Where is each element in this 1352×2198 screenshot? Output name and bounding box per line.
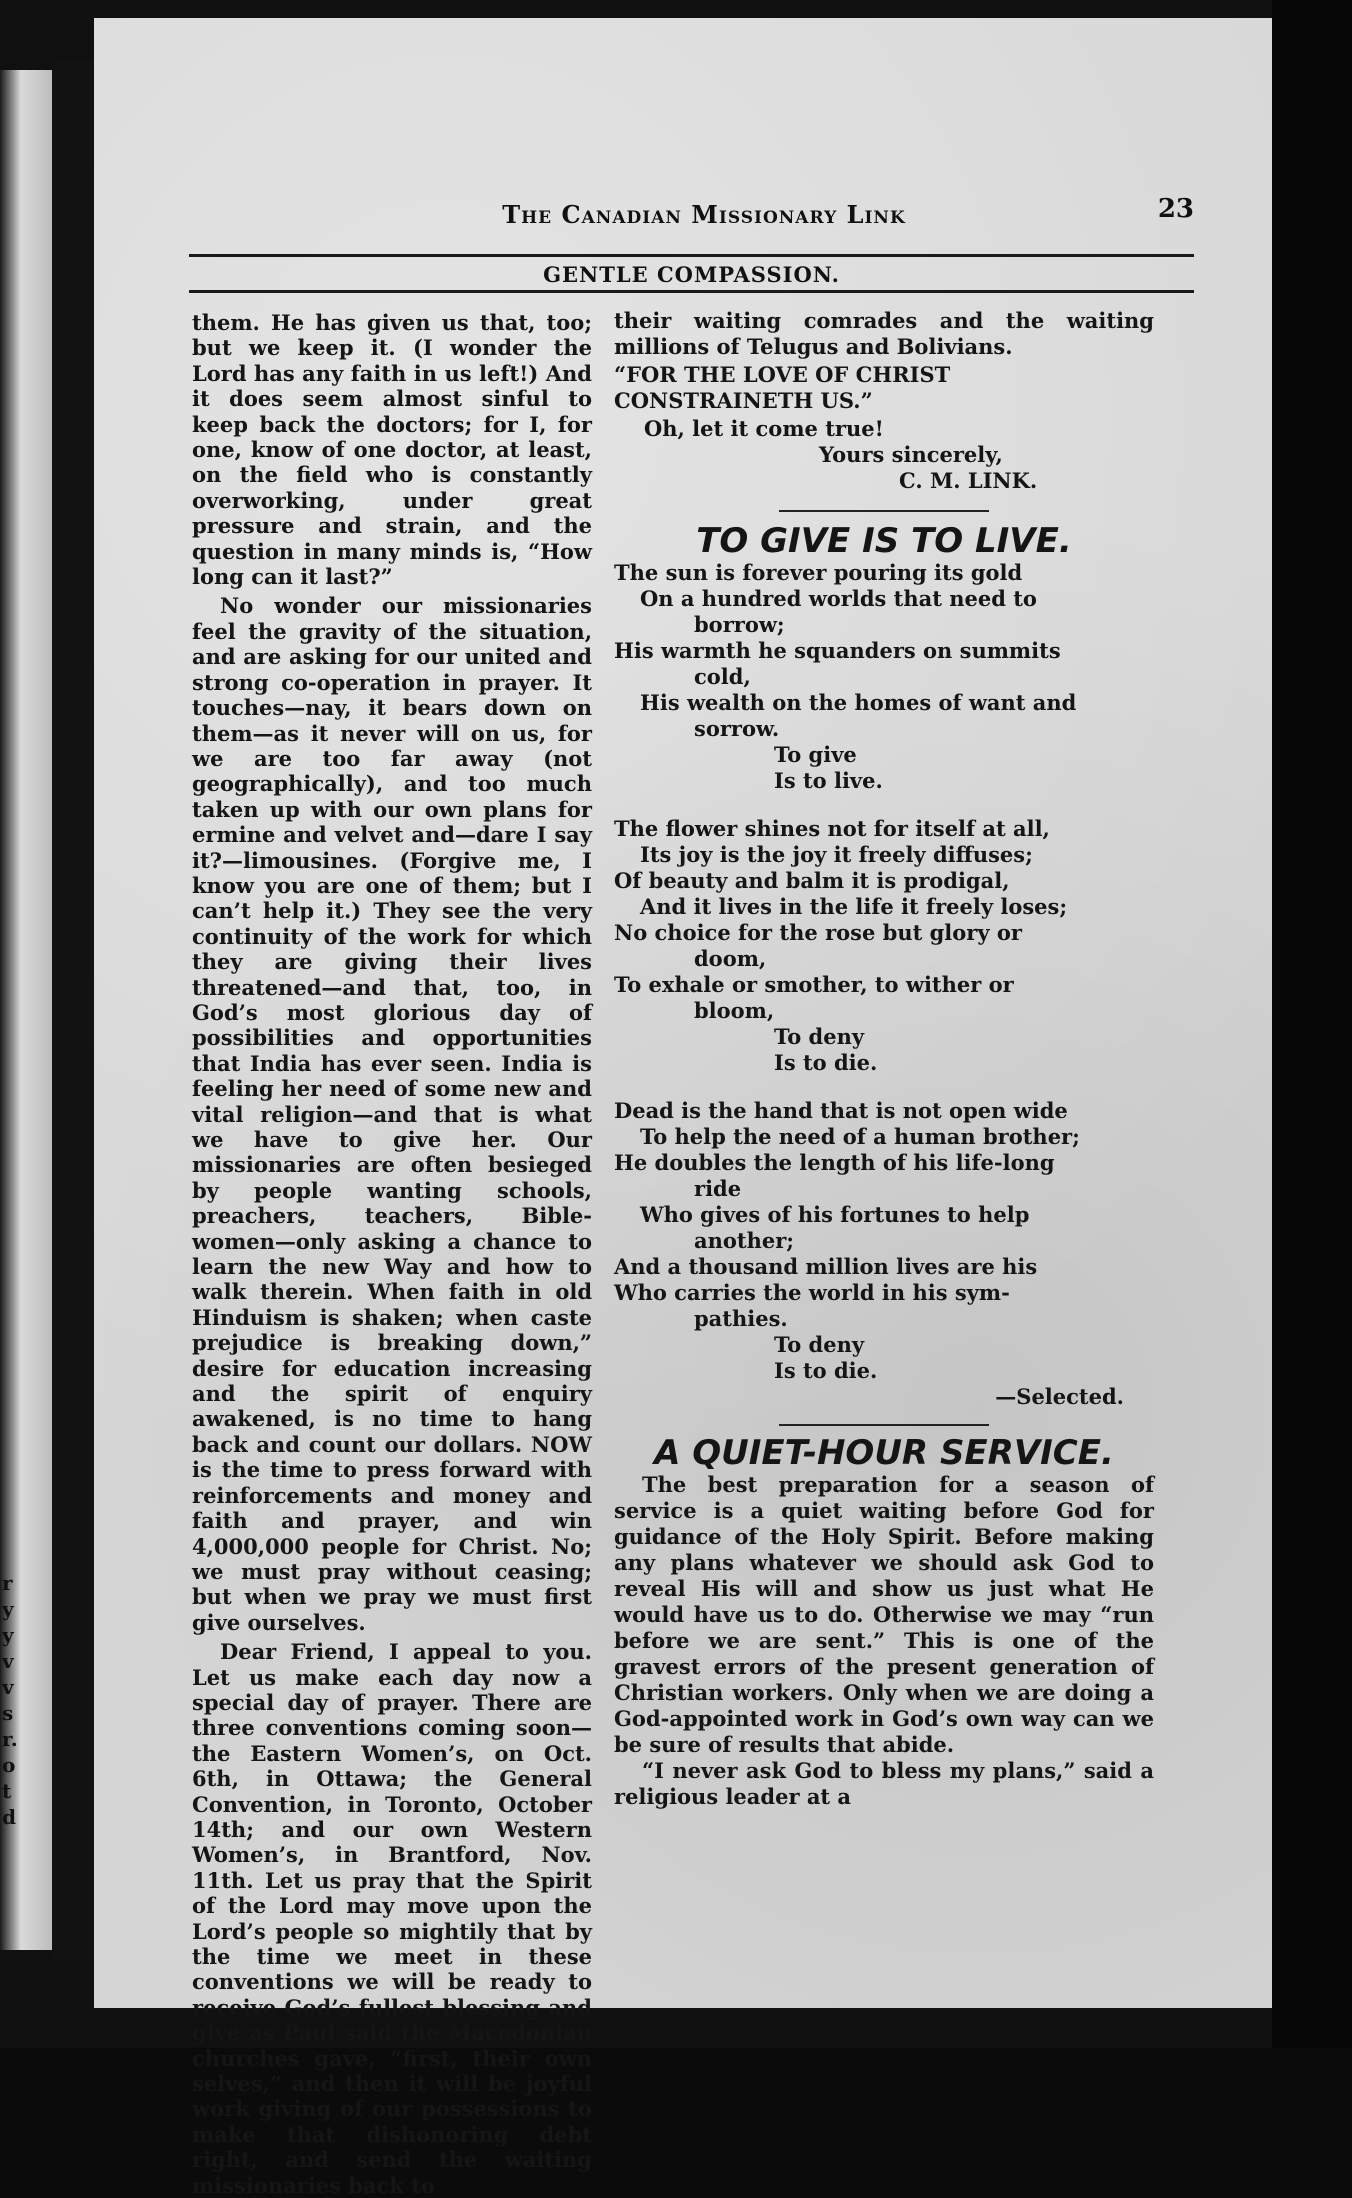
poem-line: pathies. xyxy=(694,1306,788,1331)
right-paragraph-2: Oh, let it come true! xyxy=(644,416,884,441)
poem-line: On a hundred worlds that need to xyxy=(640,586,1037,611)
binding-gutter xyxy=(52,60,94,1960)
poem-line: To deny xyxy=(774,1024,865,1049)
poem-line: His wealth on the homes of want and xyxy=(640,690,1077,715)
facing-page-letters xyxy=(2,1570,32,1830)
poem-line: Of beauty and balm it is prodigal, xyxy=(614,868,1010,893)
poem-line: Dead is the hand that is not open wide xyxy=(614,1098,1068,1123)
left-paragraph-3: Dear Friend, I appeal to you. Let us make each day now a special day of prayer. There are three conventions coming soon—the Eastern Women’s, on Oct. 6th, in Ottawa; the General Convention, in Toronto, October 14th; and our own Western Women’s, in Brantford, Nov. 11th. Let us pray that the Spirit of the Lord may move upon the Lord’s people so mightily that by the time we meet in these conventions we will be ready to receive God’s fullest blessing and give as Paul said the Macedonian churches gave, “first, their own selves,” and then it will be joyful work giving of our possessions to make that dishonoring debt right, and send the waiting missionaries back to xyxy=(192,1639,592,2198)
divider-rule xyxy=(779,1424,989,1426)
running-header xyxy=(344,194,1194,240)
facing-page-sliver xyxy=(0,70,52,1950)
page-number: 23 xyxy=(1157,194,1194,224)
poem-line: cold, xyxy=(694,664,751,689)
poem-line: And a thousand million lives are his xyxy=(614,1254,1038,1279)
article-paragraph-1: The best preparation for a season of service is a quiet waiting before God for guidance of the Holy Spirit. Before making any plans whatever we should ask God to reveal His will and show us just what He would have us to do. Otherwise we may “run before we are sent.” This is one of the gravest errors of the present generation of Christian workers. Only when we are doing a God-appointed work in God’s own way can we be sure of results that abide. xyxy=(614,1472,1154,1757)
article-title: A QUIET-HOUR SERVICE. xyxy=(654,1433,1114,1473)
poem-line: No choice for the rose but glory or xyxy=(614,920,1022,945)
facing-letter: o xyxy=(2,1753,16,1777)
header-rule xyxy=(189,254,1194,257)
poem-line: The flower shines not for itself at all, xyxy=(614,816,1050,841)
article-paragraph-2: “I never ask God to bless my plans,” said a religious leader at a xyxy=(614,1758,1154,1809)
facing-letter: r xyxy=(2,1571,13,1595)
poem-line: sorrow. xyxy=(694,716,780,741)
poem-stanza-1 xyxy=(614,560,1154,794)
poem-line: doom, xyxy=(694,946,767,971)
facing-letter: v xyxy=(2,1649,14,1673)
facing-letter: v xyxy=(2,1675,14,1699)
attribution: —Selected. xyxy=(995,1384,1124,1409)
facing-letter: y xyxy=(2,1623,14,1647)
poem-line: bloom, xyxy=(694,998,775,1023)
poem-line: He doubles the length of his life-long xyxy=(614,1150,1055,1175)
facing-letter: s xyxy=(2,1701,14,1725)
left-column xyxy=(192,310,592,2198)
section-title: GENTLE COMPASSION. xyxy=(543,262,840,287)
poem-line: ride xyxy=(694,1176,742,1201)
right-paragraph-1: their waiting comrades and the waiting millions of Telugus and Bolivians. xyxy=(614,308,1154,359)
poem-stanza-3 xyxy=(614,1098,1154,1384)
magazine-page xyxy=(94,18,1272,2198)
poem-line: borrow; xyxy=(694,612,785,637)
poem-line: another; xyxy=(694,1228,795,1253)
poem-line: To deny xyxy=(774,1332,865,1357)
poem-line: Who carries the world in his sym- xyxy=(614,1280,1010,1305)
left-paragraph-2: No wonder our missionaries feel the gravity of the situation, and are asking for our united and strong co-operation in prayer. It touches—nay, it bears down on them—as it never will on us, for we are too far away (not geographically), and too much taken up with our own plans for ermine and velvet and—dare I say it?—limousines. (Forgive me, I know you are one of them; but I can’t help it.) They see the very continuity of the work for which they are giving their lives threatened—and that, too, in God’s most glorious day of possibilities and opportunities that India has ever seen. India is feeling her need of some new and vital religion—and that is what we have to give her. Our missionaries are often besieged by people wanting schools, preachers, teachers, Bible-women—only asking a chance to learn the new Way and how to walk therein. When faith in old Hinduism is shaken; when caste prejudice is breaking down,” desire for education increasing and the spirit of enquiry awakened, is no time to hang back and count our dollars. NOW is the time to press forward with reinforcements and money and faith and prayer, and win 4,000,000 people for Christ. No; we must pray without ceasing; but when we pray we must first give ourselves. xyxy=(192,593,592,1635)
running-title: The Canadian Missionary Link xyxy=(502,200,906,229)
poem-line: Is to die. xyxy=(774,1050,878,1075)
scan-edge xyxy=(1272,0,1352,2048)
poem-line: To give xyxy=(774,742,857,767)
facing-letter: y xyxy=(2,1597,14,1621)
closing: Yours sincerely, xyxy=(819,442,1003,467)
poem-line: To help the need of a human brother; xyxy=(640,1124,1080,1149)
poem-title: TO GIVE IS TO LIVE. xyxy=(696,521,1072,561)
facing-letter: r. xyxy=(2,1727,18,1751)
header-rule-lower xyxy=(189,290,1194,293)
poem-stanza-2 xyxy=(614,816,1154,1076)
facing-letter: t xyxy=(2,1779,12,1803)
left-paragraph-1: them. He has given us that, too; but we keep it. (I wonder the Lord has any faith in us left!) And it does seem almost sinful to keep back the doctors; for I, for one, know of one doctor, at least, on the field who is constantly overworking, under great pressure and strain, and the question in many minds is, “How long can it last?” xyxy=(192,310,592,590)
poem-line: Its joy is the joy it freely diffuses; xyxy=(640,842,1033,867)
right-column xyxy=(614,308,1154,1810)
poem-line: His warmth he squanders on summits xyxy=(614,638,1061,663)
poem-line: To exhale or smother, to wither or xyxy=(614,972,1014,997)
facing-letter: d xyxy=(2,1805,16,1829)
poem-line: Is to live. xyxy=(774,768,883,793)
poem-line: Is to die. xyxy=(774,1358,878,1383)
signature: C. M. LINK. xyxy=(899,468,1038,493)
divider-rule xyxy=(779,510,989,512)
poem-line: Who gives of his fortunes to help xyxy=(640,1202,1030,1227)
motto: “FOR THE LOVE OF CHRIST CONSTRAINETH US.” xyxy=(614,362,951,413)
poem-line: And it lives in the life it freely loses; xyxy=(640,894,1068,919)
poem-line: The sun is forever pouring its gold xyxy=(614,560,1023,585)
